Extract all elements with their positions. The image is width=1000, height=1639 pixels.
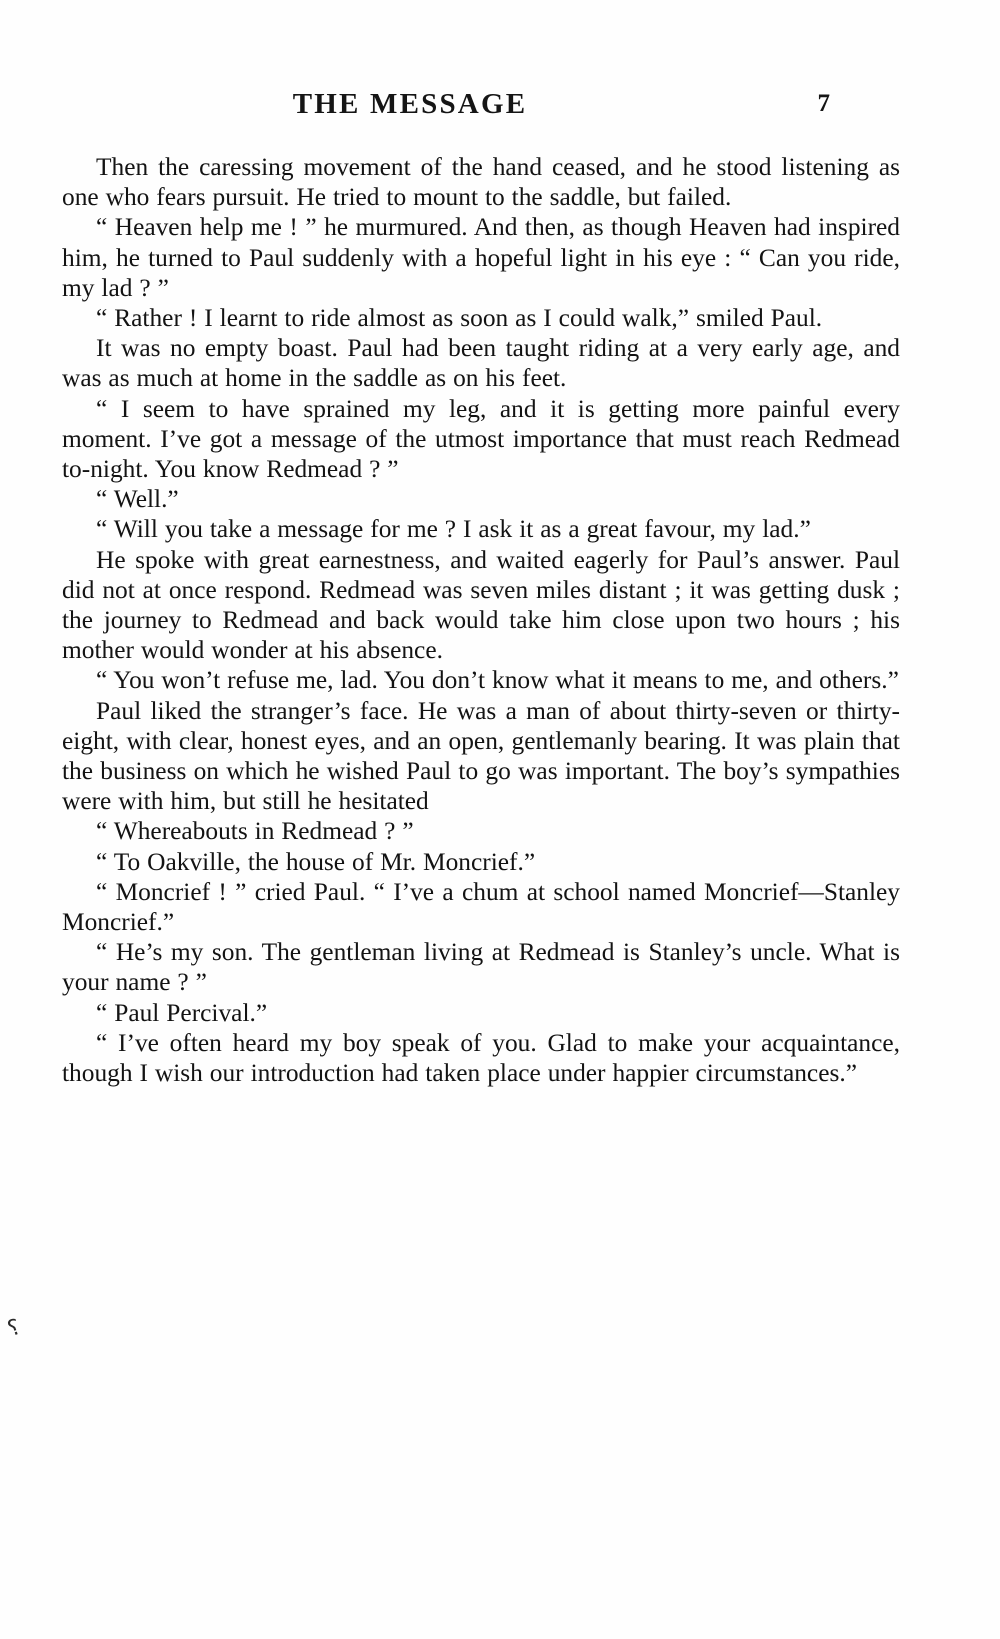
paragraph: “ Paul Percival.” [96,998,268,1027]
paragraph: “ I seem to have sprained my leg, and it is getting more painful every moment. I’ve got a message of the utmost importance that must reach Redmead to-night. You know Redmead ? ” [62,394,900,484]
paragraph: “ To Oakville, the house of Mr. Moncrief.” [96,847,536,876]
paragraph: “ He’s my son. The gentleman living at Redmead is Stanley’s uncle. What is your name ? ” [62,938,900,997]
paragraph: “ Whereabouts in Redmead ? ” [96,817,414,846]
running-head-title: THE MESSAGE [292,88,528,120]
page-header [90,88,830,132]
paragraph: Then the caressing movement of the hand ceased, and he stood listening as one who fears pursuit. He tried to mount to the saddle, but failed. [62,153,900,212]
margin-pencil-mark: ⸮ [4,1313,24,1342]
paragraph: “ Moncrief ! ” cried Paul. “ I’ve a chum at school named Moncrief—Stanley Moncrief.” [62,877,900,937]
paragraph: “ Rather ! I learnt to ride almost as soon as I could walk,” smiled Paul. [96,304,823,333]
page-number: 7 [817,90,830,117]
paragraph: He spoke with great earnestness, and waited eagerly for Paul’s answer. Paul did not at once respond. Redmead was seven miles distant ; it was getting dusk ; the journey to Redmead and back would take him close upon two hours ; his mother would wonder at his absence. [62,545,900,665]
paragraph: “ Well.” [96,485,179,514]
paragraph: “ Heaven help me ! ” he murmured. And then, as though Heaven had inspired him, he turned to Paul suddenly with a hopeful light in his eye : “ Can you ride, my lad ? ” [62,213,900,302]
page-body [62,152,900,1088]
paragraph: Paul liked the stranger’s face. He was a man of about thirty-seven or thirty-eight, with clear, honest eyes, and an open, gentlemanly bearing. It was plain that the business on which he wished Paul to go was important. The boy’s sympathies were with him, but still he hesitated [62,696,900,816]
paragraph: It was no empty boast. Paul had been taught riding at a very early age, and was as much at home in the saddle as on his feet. [62,334,900,393]
paragraph: “ Will you take a message for me ? I ask it as a great favour, my lad.” [96,515,811,544]
paragraph: “ You won’t refuse me, lad. You don’t know what it means to me, and others.” [96,666,899,695]
paragraph: “ I’ve often heard my boy speak of you. Glad to make your acquaintance, though I wish our introduction had taken place under happier circumstances.” [62,1028,900,1088]
